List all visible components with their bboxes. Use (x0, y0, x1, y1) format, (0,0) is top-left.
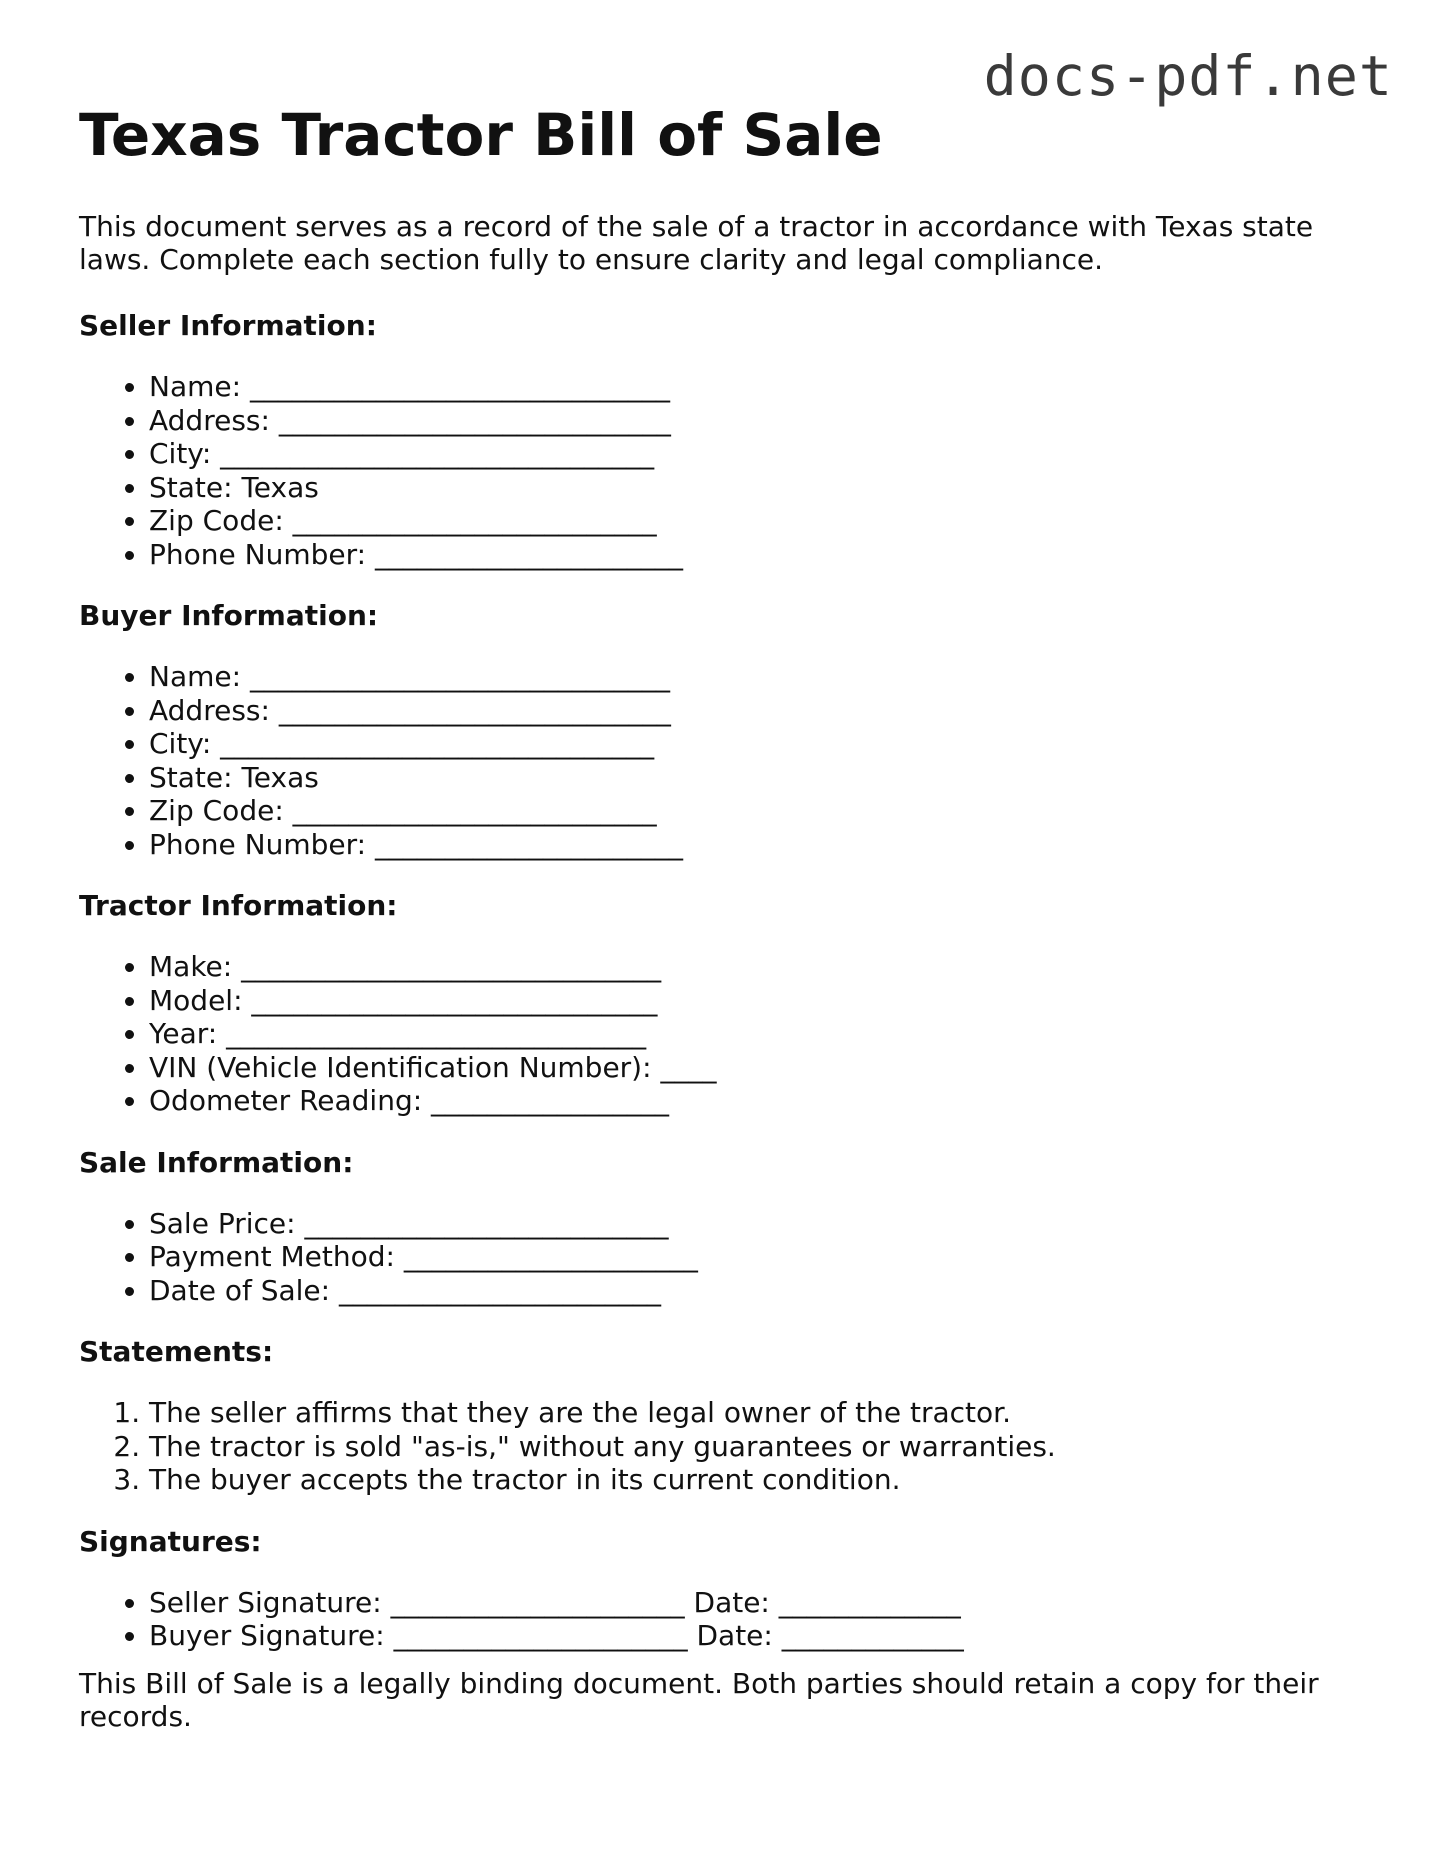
tractor-year-field: • Year: ______________________________ (149, 1017, 1369, 1051)
seller-signature-field: • Seller Signature: _____________________ Date: _____________ (149, 1586, 1369, 1620)
date-of-sale-field: • Date of Sale: _______________________ (149, 1274, 1369, 1308)
statements-heading: Statements: (79, 1335, 274, 1368)
tractor-vin-field: • VIN (Vehicle Identification Number): ____ (149, 1051, 1369, 1085)
intro-paragraph: This document serves as a record of the sale of a tractor in accordance with Texas state laws. Complete each section fully to ensure clarity and legal compliance. (79, 210, 1314, 276)
seller-phone-field: • Phone Number: ______________________ (149, 538, 1369, 572)
tractor-model-field: • Model: _____________________________ (149, 984, 1369, 1018)
buyer-address-field: • Address: ____________________________ (149, 694, 1369, 728)
watermark: docs-pdf.net (983, 44, 1393, 108)
sale-price-field: • Sale Price: __________________________ (149, 1207, 1369, 1241)
statement-item: 3. The buyer accepts the tractor in its current condition. (149, 1463, 1369, 1497)
signatures-list (79, 1586, 1369, 1653)
buyer-heading: Buyer Information: (79, 599, 379, 632)
document-title: Texas Tractor Bill of Sale (79, 101, 883, 169)
statement-item: 2. The tractor is sold "as-is," without any guarantees or warranties. (149, 1430, 1369, 1464)
seller-state-field: • State: Texas (149, 471, 1369, 505)
statement-item: 1. The seller affirms that they are the legal owner of the tractor. (149, 1396, 1369, 1430)
buyer-name-field: • Name: ______________________________ (149, 660, 1369, 694)
seller-address-field: • Address: ____________________________ (149, 404, 1369, 438)
seller-heading: Seller Information: (79, 309, 377, 342)
seller-name-field: • Name: ______________________________ (149, 370, 1369, 404)
tractor-odometer-field: • Odometer Reading: _________________ (149, 1084, 1369, 1118)
buyer-phone-field: • Phone Number: ______________________ (149, 828, 1369, 862)
seller-city-field: • City: _______________________________ (149, 437, 1369, 471)
sale-heading: Sale Information: (79, 1145, 354, 1179)
buyer-city-field: • City: _______________________________ (149, 727, 1369, 761)
tractor-list (79, 950, 1369, 1118)
tractor-make-field: • Make: ______________________________ (149, 950, 1369, 984)
payment-method-field: • Payment Method: _____________________ (149, 1240, 1369, 1274)
tractor-heading: Tractor Information: (79, 889, 398, 922)
seller-zip-field: • Zip Code: __________________________ (149, 504, 1369, 538)
buyer-state-field: • State: Texas (149, 761, 1369, 795)
buyer-list (79, 660, 1369, 861)
buyer-signature-field: • Buyer Signature: _____________________ Date: _____________ (149, 1619, 1369, 1653)
sale-list (79, 1207, 1369, 1308)
closing-paragraph: This Bill of Sale is a legally binding document. Both parties should retain a copy for their records. (79, 1666, 1319, 1733)
signatures-heading: Signatures: (79, 1524, 262, 1558)
document-body (79, 100, 1369, 1733)
statements-list (79, 1396, 1369, 1497)
buyer-zip-field: • Zip Code: __________________________ (149, 794, 1369, 828)
seller-list (79, 370, 1369, 571)
